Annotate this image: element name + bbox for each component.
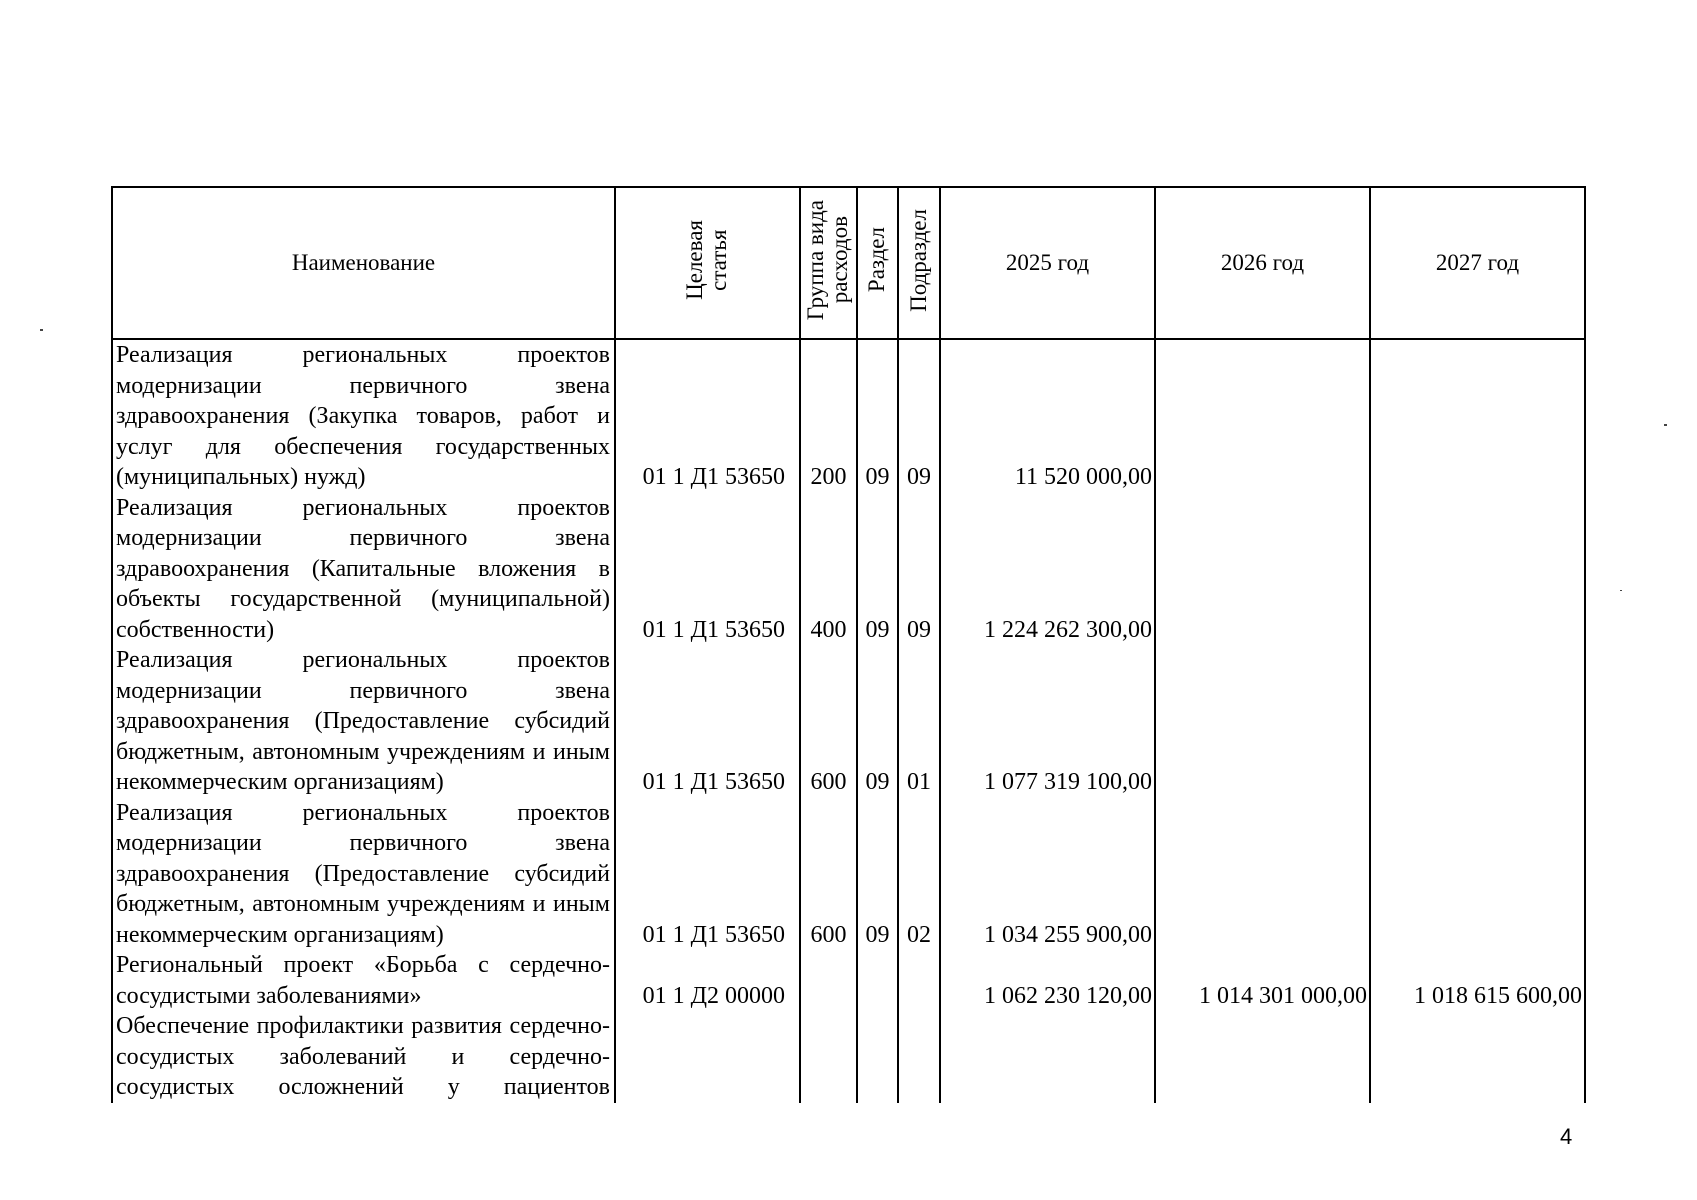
header-section-label: Раздел [864,227,890,293]
row-subsection: 02 [898,798,940,951]
table-row [112,645,1585,798]
header-name [112,187,615,339]
row-name: Реализация региональных проектов модернизации первичного звена здравоохранения (Закупка товаров, работ и услуг для обеспечения государственных (муниципальных) нужд) [112,339,615,493]
scan-speck [1620,590,1622,591]
row-section [857,950,898,1011]
row-amount-2026 [1155,798,1370,951]
row-expense-group [800,950,857,1011]
row-amount-2026 [1155,493,1370,646]
header-section [857,187,898,339]
row-name: Обеспечение профилактики развития сердечно-сосудистых заболеваний и сердечно-сосудистых осложнений у пациентов [112,1011,615,1103]
header-year-2027-label: 2027 год [1435,250,1520,275]
row-name: Реализация региональных проектов модернизации первичного звена здравоохранения (Предоставление субсидий бюджетным, автономным учреждениям и иным некоммерческим организациям) [112,645,615,798]
row-name: Региональный проект «Борьба с сердечно-сосудистыми заболеваниями» [112,950,615,1011]
row-subsection: 09 [898,339,940,493]
row-amount-2027 [1370,493,1585,646]
scan-speck [1664,424,1667,426]
row-amount-2025: 1 077 319 100,00 [940,645,1155,798]
row-name: Реализация региональных проектов модернизации первичного звена здравоохранения (Предоставление субсидий бюджетным, автономным учреждениям и иным некоммерческим организациям) [112,798,615,951]
row-amount-2027 [1370,798,1585,951]
header-year-2027 [1370,187,1585,339]
table-row [112,798,1585,951]
row-amount-2026 [1155,645,1370,798]
row-expense-group: 600 [800,645,857,798]
row-target-article: 01 1 Д2 00000 [615,950,800,1011]
header-year-2025 [940,187,1155,339]
row-target-article [615,1011,800,1103]
row-section: 09 [857,339,898,493]
row-subsection: 09 [898,493,940,646]
row-amount-2025: 1 062 230 120,00 [940,950,1155,1011]
row-amount-2025 [940,1011,1155,1103]
table-row [112,339,1585,493]
row-target-article: 01 1 Д1 53650 [615,339,800,493]
table-header-row [112,187,1585,339]
row-amount-2027 [1370,645,1585,798]
header-name-label: Наименование [291,250,436,275]
row-section [857,1011,898,1103]
row-section: 09 [857,798,898,951]
table-row [112,950,1585,1011]
scan-speck [40,329,43,331]
row-amount-2026 [1155,1011,1370,1103]
row-target-article: 01 1 Д1 53650 [615,645,800,798]
row-expense-group: 200 [800,339,857,493]
page-number: 4 [1560,1124,1573,1149]
row-amount-2027 [1370,339,1585,493]
row-amount-2025: 11 520 000,00 [940,339,1155,493]
row-amount-2025: 1 224 262 300,00 [940,493,1155,646]
row-amount-2027: 1 018 615 600,00 [1370,950,1585,1011]
header-subsection [898,187,940,339]
row-subsection [898,950,940,1011]
header-expense-group [800,187,857,339]
header-year-2026 [1155,187,1370,339]
table-row [112,493,1585,646]
header-year-2026-label: 2026 год [1220,250,1305,275]
row-amount-2025: 1 034 255 900,00 [940,798,1155,951]
header-expense-group-label: Группа вида расходов [803,199,853,321]
row-amount-2026 [1155,339,1370,493]
row-subsection: 01 [898,645,940,798]
row-expense-group: 400 [800,493,857,646]
row-target-article: 01 1 Д1 53650 [615,493,800,646]
row-section: 09 [857,645,898,798]
row-expense-group [800,1011,857,1103]
row-amount-2027 [1370,1011,1585,1103]
row-name: Реализация региональных проектов модернизации первичного звена здравоохранения (Капитальные вложения в объекты государственной (муниципальной) собственности) [112,493,615,646]
row-expense-group: 600 [800,798,857,951]
row-target-article: 01 1 Д1 53650 [615,798,800,951]
header-year-2025-label: 2025 год [1005,250,1090,275]
header-target-article-label: Целевая статья [682,220,732,300]
table-row [112,1011,1585,1103]
row-amount-2026: 1 014 301 000,00 [1155,950,1370,1011]
header-subsection-label: Подраздел [905,208,931,312]
header-target-article [615,187,800,339]
budget-table [111,186,1586,1103]
row-subsection [898,1011,940,1103]
row-section: 09 [857,493,898,646]
